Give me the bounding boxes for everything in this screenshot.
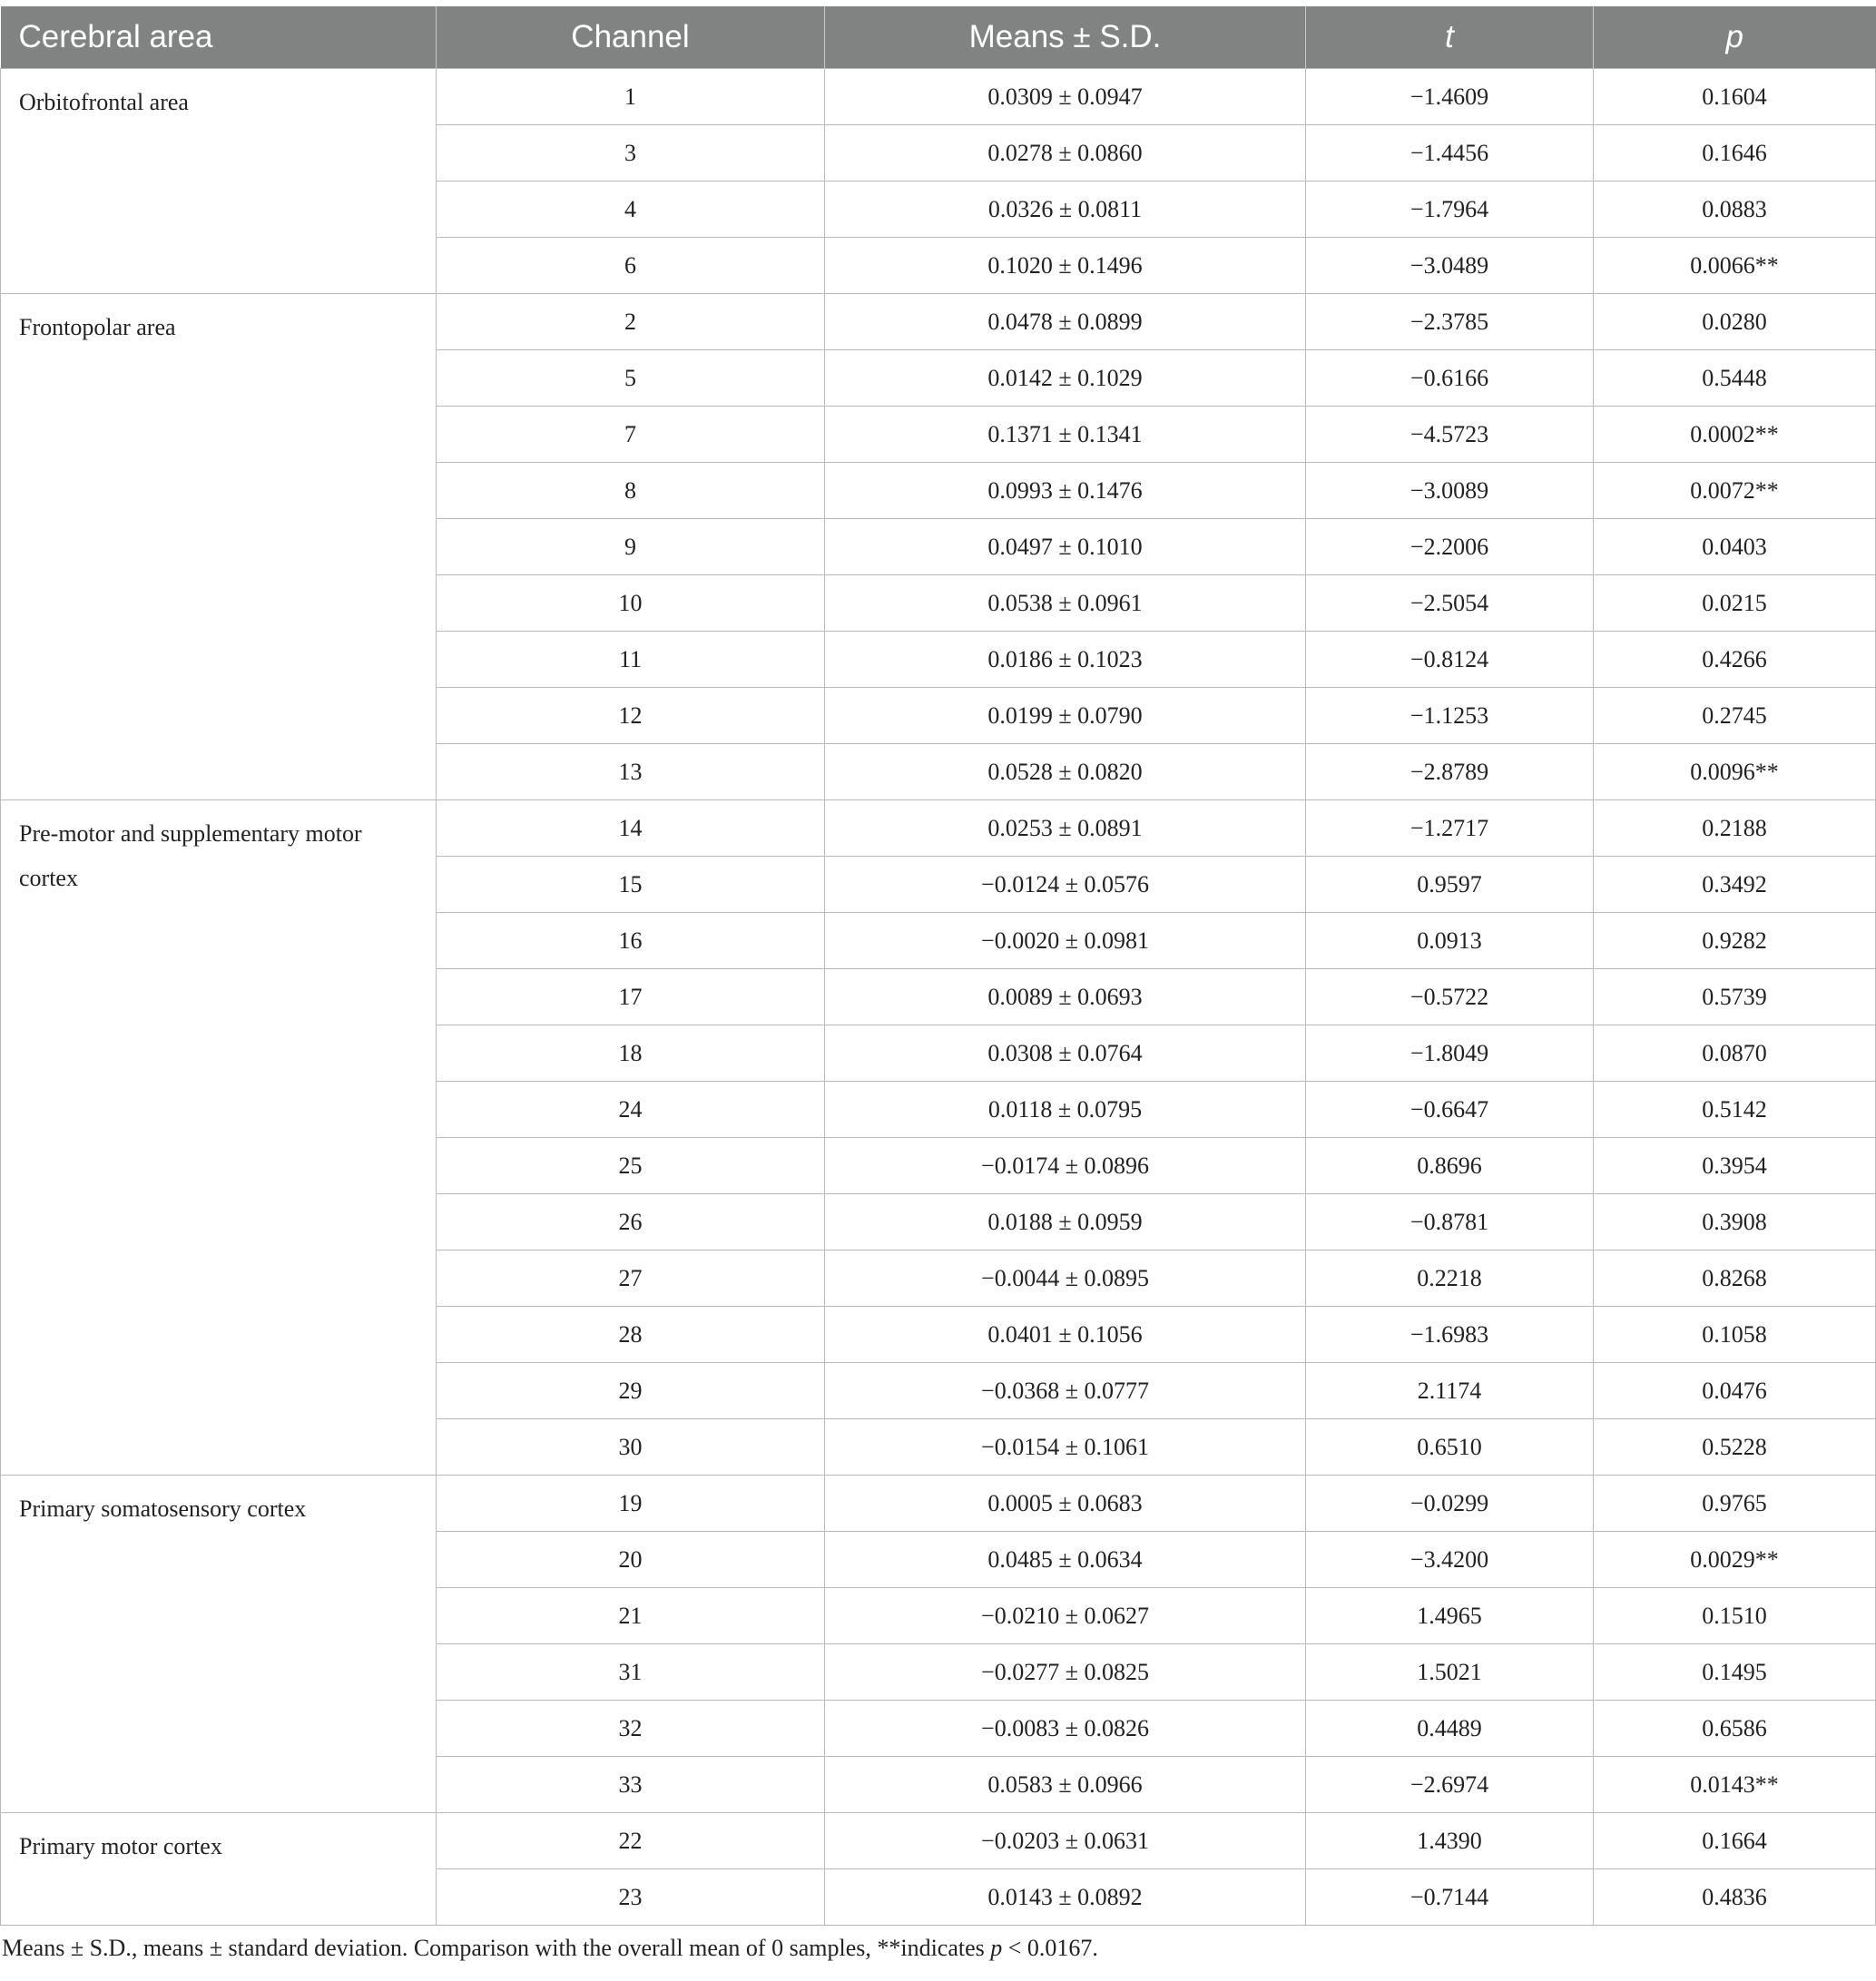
table-container [0, 6, 1876, 1962]
p-value-cell: 0.1495 [1594, 1644, 1876, 1701]
means-sd-cell: 0.0188 ± 0.0959 [825, 1194, 1306, 1250]
means-sd-cell: 0.0186 ± 0.1023 [825, 632, 1306, 688]
table-row [1, 1476, 1876, 1532]
p-value-cell: 0.1510 [1594, 1588, 1876, 1644]
channel-cell: 8 [437, 463, 825, 519]
t-value-cell: −2.6974 [1306, 1757, 1594, 1813]
p-value-cell: 0.5228 [1594, 1419, 1876, 1476]
footnote-text: Means ± S.D., means ± standard deviation. Comparison with the overall mean of 0 samples, **indicates [2, 1935, 991, 1961]
p-value-cell: 0.3954 [1594, 1138, 1876, 1194]
t-value-cell: −1.4456 [1306, 125, 1594, 181]
table-header [1, 6, 1876, 69]
header-cerebral-area: Cerebral area [1, 6, 437, 69]
channel-cell: 32 [437, 1701, 825, 1757]
means-sd-cell: −0.0368 ± 0.0777 [825, 1363, 1306, 1419]
t-value-cell: −1.6983 [1306, 1307, 1594, 1363]
t-value-cell: −0.6166 [1306, 350, 1594, 407]
t-value-cell: 0.8696 [1306, 1138, 1594, 1194]
channel-cell: 11 [437, 632, 825, 688]
means-sd-cell: 0.0401 ± 0.1056 [825, 1307, 1306, 1363]
t-value-cell: −3.4200 [1306, 1532, 1594, 1588]
means-sd-cell: 0.0497 ± 0.1010 [825, 519, 1306, 575]
t-value-cell: −0.8124 [1306, 632, 1594, 688]
channel-cell: 10 [437, 575, 825, 632]
p-value-cell: 0.0096** [1594, 744, 1876, 800]
table-row [1, 69, 1876, 125]
means-sd-cell: 0.0326 ± 0.0811 [825, 181, 1306, 238]
channel-cell: 21 [437, 1588, 825, 1644]
footnote-threshold: < 0.0167. [1002, 1935, 1098, 1961]
t-value-cell: 0.4489 [1306, 1701, 1594, 1757]
p-value-cell: 0.0883 [1594, 181, 1876, 238]
channel-cell: 7 [437, 407, 825, 463]
means-sd-cell: 0.0993 ± 0.1476 [825, 463, 1306, 519]
p-value-cell: 0.0066** [1594, 238, 1876, 294]
t-value-cell: 1.5021 [1306, 1644, 1594, 1701]
header-means-sd: Means ± S.D. [825, 6, 1306, 69]
channel-cell: 16 [437, 913, 825, 969]
means-sd-cell: 0.0309 ± 0.0947 [825, 69, 1306, 125]
channel-cell: 33 [437, 1757, 825, 1813]
means-sd-cell: −0.0044 ± 0.0895 [825, 1250, 1306, 1307]
channel-cell: 18 [437, 1025, 825, 1082]
means-sd-cell: 0.0485 ± 0.0634 [825, 1532, 1306, 1588]
means-sd-cell: 0.0089 ± 0.0693 [825, 969, 1306, 1025]
channel-cell: 1 [437, 69, 825, 125]
table-footnote [0, 1935, 1876, 1962]
means-sd-cell: −0.0277 ± 0.0825 [825, 1644, 1306, 1701]
means-sd-cell: −0.0083 ± 0.0826 [825, 1701, 1306, 1757]
p-value-cell: 0.6586 [1594, 1701, 1876, 1757]
p-value-cell: 0.0215 [1594, 575, 1876, 632]
t-value-cell: −1.2717 [1306, 800, 1594, 857]
t-value-cell: 1.4965 [1306, 1588, 1594, 1644]
t-value-cell: −3.0489 [1306, 238, 1594, 294]
header-channel: Channel [437, 6, 825, 69]
t-value-cell: −4.5723 [1306, 407, 1594, 463]
p-value-cell: 0.1058 [1594, 1307, 1876, 1363]
means-sd-cell: 0.0143 ± 0.0892 [825, 1869, 1306, 1926]
means-sd-cell: −0.0154 ± 0.1061 [825, 1419, 1306, 1476]
p-value-cell: 0.8268 [1594, 1250, 1876, 1307]
t-value-cell: 0.2218 [1306, 1250, 1594, 1307]
t-value-cell: −2.8789 [1306, 744, 1594, 800]
channel-cell: 19 [437, 1476, 825, 1532]
p-value-cell: 0.0476 [1594, 1363, 1876, 1419]
p-value-cell: 0.0143** [1594, 1757, 1876, 1813]
means-sd-cell: 0.0199 ± 0.0790 [825, 688, 1306, 744]
table-body [1, 69, 1876, 1926]
channel-cell: 15 [437, 857, 825, 913]
t-value-cell: −1.4609 [1306, 69, 1594, 125]
means-sd-cell: −0.0203 ± 0.0631 [825, 1813, 1306, 1869]
t-value-cell: −2.2006 [1306, 519, 1594, 575]
header-t: t [1306, 6, 1594, 69]
means-sd-cell: 0.0308 ± 0.0764 [825, 1025, 1306, 1082]
channel-cell: 9 [437, 519, 825, 575]
t-value-cell: 0.9597 [1306, 857, 1594, 913]
channel-cell: 6 [437, 238, 825, 294]
channel-cell: 3 [437, 125, 825, 181]
channel-cell: 12 [437, 688, 825, 744]
channel-cell: 24 [437, 1082, 825, 1138]
t-value-cell: −0.6647 [1306, 1082, 1594, 1138]
cerebral-area-cell: Primary motor cortex [1, 1813, 437, 1926]
p-value-cell: 0.1646 [1594, 125, 1876, 181]
t-value-cell: 1.4390 [1306, 1813, 1594, 1869]
p-value-cell: 0.3908 [1594, 1194, 1876, 1250]
p-value-cell: 0.2745 [1594, 688, 1876, 744]
p-value-cell: 0.5142 [1594, 1082, 1876, 1138]
p-value-cell: 0.0870 [1594, 1025, 1876, 1082]
channel-cell: 22 [437, 1813, 825, 1869]
channel-cell: 13 [437, 744, 825, 800]
p-value-cell: 0.4266 [1594, 632, 1876, 688]
means-sd-cell: −0.0210 ± 0.0627 [825, 1588, 1306, 1644]
p-value-cell: 0.2188 [1594, 800, 1876, 857]
p-value-cell: 0.1604 [1594, 69, 1876, 125]
channel-cell: 2 [437, 294, 825, 350]
t-value-cell: −1.8049 [1306, 1025, 1594, 1082]
channel-cell: 29 [437, 1363, 825, 1419]
channel-cell: 26 [437, 1194, 825, 1250]
cerebral-area-cell: Pre-motor and supplementary motor cortex [1, 800, 437, 1476]
p-value-cell: 0.5739 [1594, 969, 1876, 1025]
table-row [1, 800, 1876, 857]
t-value-cell: −1.7964 [1306, 181, 1594, 238]
t-value-cell: −0.0299 [1306, 1476, 1594, 1532]
channel-cell: 27 [437, 1250, 825, 1307]
p-value-cell: 0.0029** [1594, 1532, 1876, 1588]
t-value-cell: −2.3785 [1306, 294, 1594, 350]
means-sd-cell: 0.0528 ± 0.0820 [825, 744, 1306, 800]
t-value-cell: −0.8781 [1306, 1194, 1594, 1250]
means-sd-cell: 0.0538 ± 0.0961 [825, 575, 1306, 632]
results-table [0, 6, 1876, 1926]
p-value-cell: 0.0002** [1594, 407, 1876, 463]
p-value-cell: 0.0072** [1594, 463, 1876, 519]
footnote-p-symbol: p [990, 1935, 1003, 1961]
t-value-cell: −2.5054 [1306, 575, 1594, 632]
channel-cell: 20 [437, 1532, 825, 1588]
means-sd-cell: 0.1371 ± 0.1341 [825, 407, 1306, 463]
table-row [1, 1813, 1876, 1869]
t-value-cell: 0.0913 [1306, 913, 1594, 969]
channel-cell: 17 [437, 969, 825, 1025]
p-value-cell: 0.0403 [1594, 519, 1876, 575]
means-sd-cell: 0.0253 ± 0.0891 [825, 800, 1306, 857]
channel-cell: 28 [437, 1307, 825, 1363]
p-value-cell: 0.9765 [1594, 1476, 1876, 1532]
p-value-cell: 0.5448 [1594, 350, 1876, 407]
channel-cell: 30 [437, 1419, 825, 1476]
channel-cell: 23 [437, 1869, 825, 1926]
means-sd-cell: 0.0583 ± 0.0966 [825, 1757, 1306, 1813]
means-sd-cell: −0.0124 ± 0.0576 [825, 857, 1306, 913]
t-value-cell: −0.5722 [1306, 969, 1594, 1025]
channel-cell: 14 [437, 800, 825, 857]
table-row [1, 294, 1876, 350]
channel-cell: 31 [437, 1644, 825, 1701]
means-sd-cell: 0.0005 ± 0.0683 [825, 1476, 1306, 1532]
t-value-cell: −3.0089 [1306, 463, 1594, 519]
means-sd-cell: 0.0478 ± 0.0899 [825, 294, 1306, 350]
t-value-cell: 0.6510 [1306, 1419, 1594, 1476]
means-sd-cell: −0.0174 ± 0.0896 [825, 1138, 1306, 1194]
means-sd-cell: 0.1020 ± 0.1496 [825, 238, 1306, 294]
channel-cell: 25 [437, 1138, 825, 1194]
cerebral-area-cell: Primary somatosensory cortex [1, 1476, 437, 1813]
p-value-cell: 0.0280 [1594, 294, 1876, 350]
p-value-cell: 0.3492 [1594, 857, 1876, 913]
channel-cell: 4 [437, 181, 825, 238]
t-value-cell: −0.7144 [1306, 1869, 1594, 1926]
p-value-cell: 0.4836 [1594, 1869, 1876, 1926]
header-p: p [1594, 6, 1876, 69]
channel-cell: 5 [437, 350, 825, 407]
cerebral-area-cell: Orbitofrontal area [1, 69, 437, 294]
means-sd-cell: 0.0118 ± 0.0795 [825, 1082, 1306, 1138]
t-value-cell: 2.1174 [1306, 1363, 1594, 1419]
p-value-cell: 0.9282 [1594, 913, 1876, 969]
p-value-cell: 0.1664 [1594, 1813, 1876, 1869]
means-sd-cell: 0.0278 ± 0.0860 [825, 125, 1306, 181]
means-sd-cell: 0.0142 ± 0.1029 [825, 350, 1306, 407]
means-sd-cell: −0.0020 ± 0.0981 [825, 913, 1306, 969]
cerebral-area-cell: Frontopolar area [1, 294, 437, 800]
t-value-cell: −1.1253 [1306, 688, 1594, 744]
